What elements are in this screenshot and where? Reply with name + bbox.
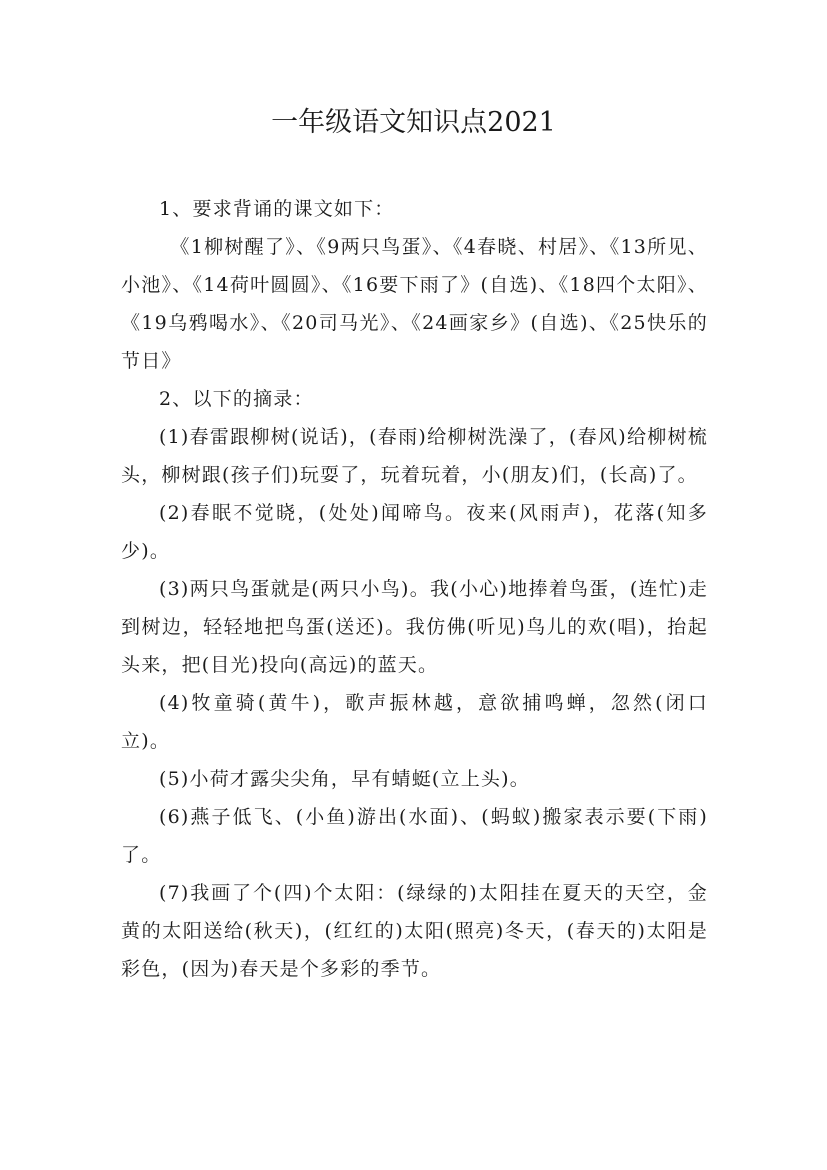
paragraph-excerpt-6: (6)燕子低飞、(小鱼)游出(水面)、(蚂蚁)搬家表示要(下雨)了。 xyxy=(121,806,708,866)
paragraph-recite-heading: 1、要求背诵的课文如下： xyxy=(159,198,395,220)
paragraph-excerpt-1: (1)春雷跟柳树(说话)，(春雨)给柳树洗澡了，(春风)给柳树梳头，柳树跟(孩子们)玩耍了，玩着玩着，小(朋友)们，(长高)了。 xyxy=(121,426,708,486)
paragraph-excerpt-7: (7)我画了个(四)个太阳：(绿绿的)太阳挂在夏天的天空，金黄的太阳送给(秋天)，(红红的)太阳(照亮)冬天，(春天的)太阳是彩色，(因为)春天是个多彩的季节。 xyxy=(121,882,708,980)
paragraph-recite-list: 《1柳树醒了》、《9两只鸟蛋》、《4春晓、村居》、《13所见、小池》、《14荷叶圆圆》、《16要下雨了》(自选)、《18四个太阳》、《19乌鸦喝水》、《20司马光》、《24画家乡》(自选)、《25快乐的节日》 xyxy=(121,236,708,372)
document-body xyxy=(121,190,708,988)
paragraph-excerpt-5: (5)小荷才露尖尖角，早有蜻蜓(立上头)。 xyxy=(159,768,530,790)
paragraph-excerpt-heading: 2、以下的摘录： xyxy=(159,388,314,410)
paragraph-excerpt-4: (4)牧童骑(黄牛)，歌声振林越，意欲捕鸣蝉，忽然(闭口立)。 xyxy=(121,692,708,752)
document-title: 一年级语文知识点2021 xyxy=(271,107,556,138)
paragraph-excerpt-3: (3)两只鸟蛋就是(两只小鸟)。我(小心)地捧着鸟蛋，(连忙)走到树边，轻轻地把鸟蛋(送还)。我仿佛(听见)鸟儿的欢(唱)，抬起头来，把(目光)投向(高远)的蓝天。 xyxy=(121,578,708,676)
paragraph-excerpt-2: (2)春眠不觉晓，(处处)闻啼鸟。夜来(风雨声)，花落(知多少)。 xyxy=(121,502,708,562)
